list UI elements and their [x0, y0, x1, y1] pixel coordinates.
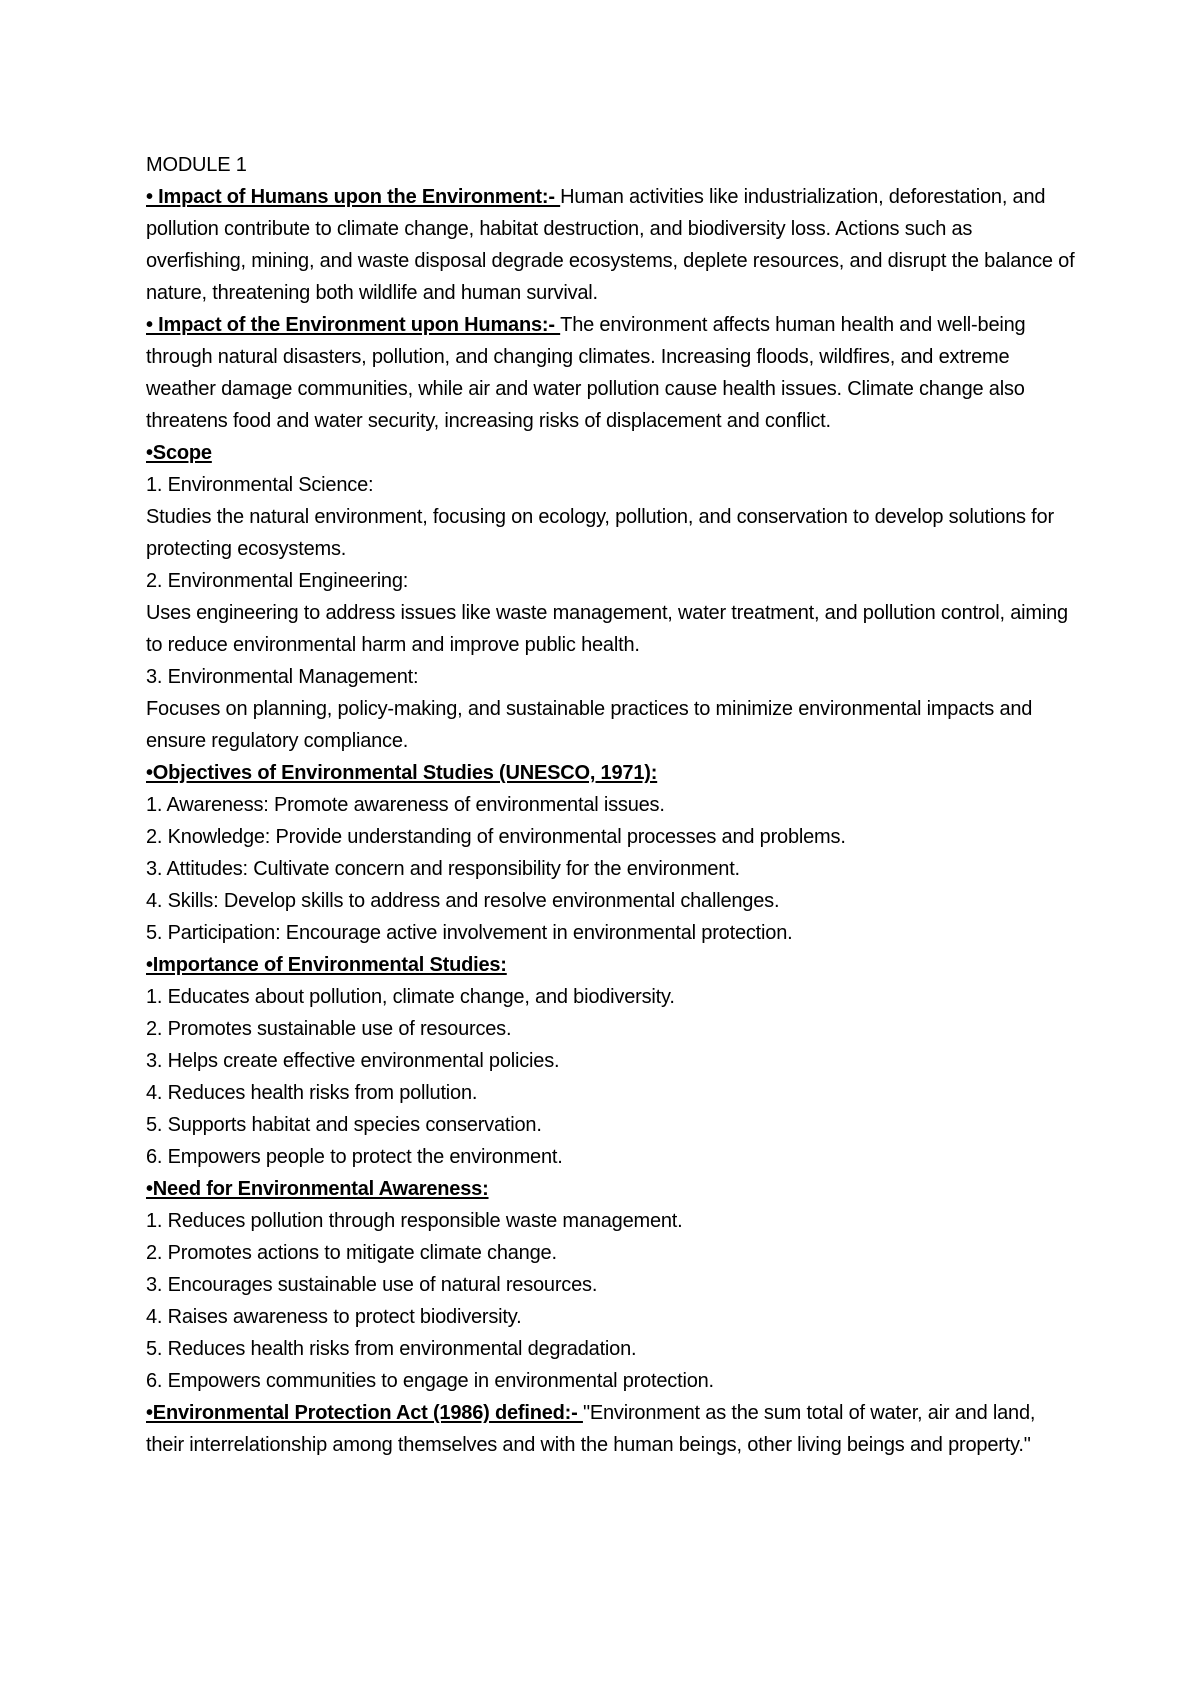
list-item: 4. Skills: Develop skills to address and resolve environmental challenges. — [146, 890, 780, 912]
document-page — [146, 149, 1076, 1461]
section-text: "Environment as the sum total of water, air and land, their interrelationship among themselves and with the human beings, other living beings and property." — [146, 1402, 1036, 1456]
list-item: 2. Knowledge: Provide understanding of environmental processes and problems. — [146, 826, 846, 848]
scope-item-title: 1. Environmental Science: — [146, 474, 374, 496]
section-text: The environment affects human health and well-being through natural disasters, pollution, and changing climates. Increasing floods, wildfires, and extreme weather damage communities, while air and water pollution cause health issues. Climate change also threatens food and water security, increasing risks of displacement and conflict. — [146, 314, 1026, 432]
paragraph-impact-environment-on-humans — [146, 309, 1076, 437]
list-item: 4. Raises awareness to protect biodiversity. — [146, 1306, 522, 1328]
list-item: 4. Reduces health risks from pollution. — [146, 1082, 478, 1104]
section-heading: •Environmental Protection Act (1986) defined:- — [146, 1402, 583, 1424]
need-heading: •Need for Environmental Awareness: — [146, 1178, 489, 1200]
list-item: 3. Attitudes: Cultivate concern and responsibility for the environment. — [146, 858, 740, 880]
scope-item-text: Uses engineering to address issues like waste management, water treatment, and pollution control, aiming to reduce environmental harm and improve public health. — [146, 602, 1068, 656]
list-item: 3. Encourages sustainable use of natural resources. — [146, 1274, 598, 1296]
scope-item-title: 2. Environmental Engineering: — [146, 570, 409, 592]
list-item: 6. Empowers communities to engage in environmental protection. — [146, 1370, 714, 1392]
importance-heading: •Importance of Environmental Studies: — [146, 954, 507, 976]
list-item: 2. Promotes actions to mitigate climate change. — [146, 1242, 557, 1264]
paragraph-epa-definition — [146, 1397, 1076, 1461]
scope-item-title: 3. Environmental Management: — [146, 666, 419, 688]
list-item: 5. Participation: Encourage active involvement in environmental protection. — [146, 922, 793, 944]
section-text: Human activities like industrialization, deforestation, and pollution contribute to climate change, habitat destruction, and biodiversity loss. Actions such as overfishing, mining, and waste disposal degrade ecosystems, deplete resources, and disrupt the balance of nature, threatening both wildlife and human survival. — [146, 186, 1075, 304]
scope-item-text: Focuses on planning, policy-making, and sustainable practices to minimize environmental impacts and ensure regulatory compliance. — [146, 698, 1033, 752]
list-item: 1. Educates about pollution, climate change, and biodiversity. — [146, 986, 675, 1008]
scope-heading: •Scope — [146, 442, 212, 464]
objectives-heading: •Objectives of Environmental Studies (UNESCO, 1971): — [146, 762, 658, 784]
list-item: 5. Reduces health risks from environmental degradation. — [146, 1338, 637, 1360]
section-heading: • Impact of the Environment upon Humans:- — [146, 314, 561, 336]
list-item: 5. Supports habitat and species conservation. — [146, 1114, 542, 1136]
scope-item-text: Studies the natural environment, focusing on ecology, pollution, and conservation to develop solutions for protecting ecosystems. — [146, 506, 1054, 560]
module-title: MODULE 1 — [146, 154, 247, 176]
list-item: 1. Awareness: Promote awareness of environmental issues. — [146, 794, 665, 816]
section-heading: • Impact of Humans upon the Environment:- — [146, 186, 561, 208]
paragraph-impact-humans-on-environment — [146, 181, 1076, 309]
list-item: 6. Empowers people to protect the environment. — [146, 1146, 563, 1168]
list-item: 1. Reduces pollution through responsible waste management. — [146, 1210, 683, 1232]
list-item: 3. Helps create effective environmental policies. — [146, 1050, 560, 1072]
list-item: 2. Promotes sustainable use of resources. — [146, 1018, 512, 1040]
